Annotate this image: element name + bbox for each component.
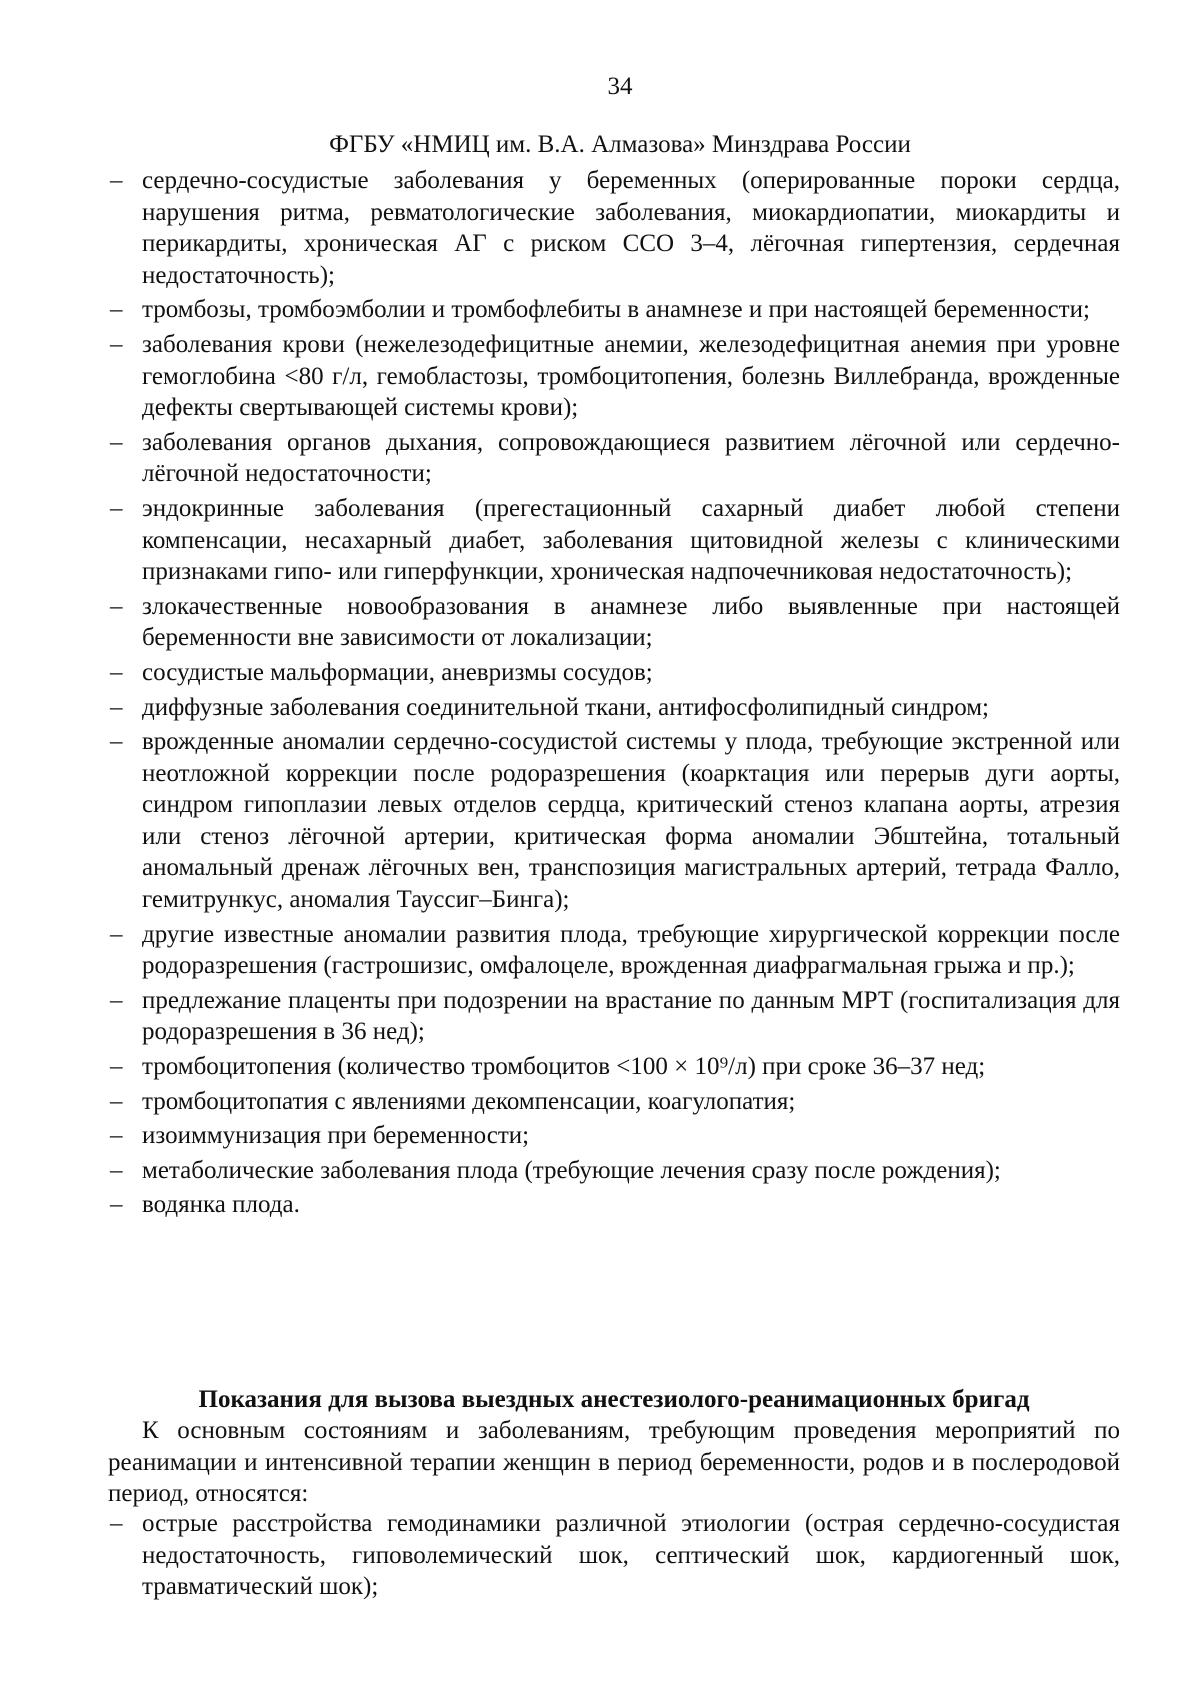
list-dash: – <box>110 920 123 948</box>
list-item <box>108 726 1120 916</box>
list-item-text: сердечно-сосудистые заболевания у беременных (оперированные пороки сердца, нарушения ритма, ревматологические заболевания, миокардиопатии, миокардиты и перикардиты, хроническая АГ с риском ССО 3–4, лёгочная гипертензия, сердечная недостаточность); <box>142 167 1120 289</box>
list-item <box>108 657 1120 689</box>
list-item <box>108 1189 1120 1221</box>
list-item <box>108 692 1120 724</box>
list-dash: – <box>110 1156 123 1184</box>
list-item-text: заболевания органов дыхания, сопровождающиеся развитием лёгочной или сердечно-лёгочной недостаточности; <box>142 428 1120 488</box>
indications-list <box>108 165 1120 1224</box>
list-item-text: заболевания крови (нежелезодефицитные анемии, железодефицитная анемия при уровне гемоглобина <80 г/л, гемобластозы, тромбоцитопения, болезнь Виллебранда, врожденные дефекты свертывающей системы крови); <box>142 330 1120 422</box>
list-item <box>108 1508 1120 1603</box>
list-dash: – <box>110 1510 123 1537</box>
list-item <box>108 1155 1120 1187</box>
list-dash: – <box>110 330 123 358</box>
list-dash: – <box>110 658 123 686</box>
list-dash: – <box>110 592 123 620</box>
list-item-text: другие известные аномалии развития плода, требующие хирургической коррекции после родоразрешения (гастрошизис, омфалоцеле, врожденная диафрагмальная грыжа и пр.); <box>142 920 1120 980</box>
list-item <box>108 329 1120 424</box>
list-dash: – <box>110 428 123 456</box>
section-intro-paragraph: К основным состояниям и заболеваниям, требующим проведения мероприятий по реанимации и интенсивной терапии женщин в период беременности, родов и в послеродовой период, относятся: <box>108 1417 1120 1508</box>
page-header: ФГБУ «НМИЦ им. В.А. Алмазова» Минздрава России <box>329 131 911 158</box>
list-item-text: тромбоцитопения (количество тромбоцитов <100 × 10⁹/л) при сроке 36–37 нед; <box>142 1053 986 1081</box>
list-item-text: метаболические заболевания плода (требующие лечения сразу после рождения); <box>142 1156 1001 1184</box>
list-dash: – <box>110 1053 123 1081</box>
list-item-text: предлежание плаценты при подозрении на врастание по данным МРТ (госпитализация для родоразрешения в 36 нед); <box>142 986 1120 1046</box>
list-item <box>108 493 1120 588</box>
list-dash: – <box>110 693 123 721</box>
list-dash: – <box>110 1122 123 1150</box>
list-item-text: злокачественные новообразования в анамнезе либо выявленные при настоящей беременности вне зависимости от локализации; <box>142 592 1120 652</box>
list-dash: – <box>110 728 123 756</box>
page-number: 34 <box>607 73 633 100</box>
list-item <box>108 591 1120 654</box>
list-item <box>108 985 1120 1048</box>
list-item <box>108 294 1120 326</box>
list-dash: – <box>110 1191 123 1219</box>
list-item <box>108 165 1120 291</box>
list-dash: – <box>110 494 123 522</box>
list-item <box>108 1051 1120 1083</box>
list-item-text: водянка плода. <box>142 1191 300 1219</box>
list-item <box>108 1086 1120 1118</box>
list-item-text: сосудистые мальформации, аневризмы сосудов; <box>142 658 653 686</box>
list-item-text: тромбозы, тромбоэмболии и тромбофлебиты в анамнезе и при настоящей беременности; <box>142 296 1090 324</box>
list-item <box>108 1120 1120 1152</box>
list-item-text: острые расстройства гемодинамики различной этиологии (острая сердечно-сосудистая недостаточность, гиповолемический шок, септический шок, кардиогенный шок, травматический шок); <box>142 1510 1120 1601</box>
list-dash: – <box>110 296 123 324</box>
list-item <box>108 427 1120 490</box>
list-item-text: эндокринные заболевания (прегестационный сахарный диабет любой степени компенсации, несахарный диабет, заболевания щитовидной железы с клиническими признаками гипо- или гиперфункции, хроническая надпочечниковая недостаточность); <box>142 494 1120 586</box>
list-item-text: врожденные аномалии сердечно-сосудистой системы у плода, требующие экстренной или неотложной коррекции после родоразрешения (коарктация или перерыв дуги аорты, синдром гипоплазии левых отделов сердца, критический стеноз клапана аорты, атрезия или стеноз лёгочной артерии, критическая форма аномалии Эбштейна, тотальный аномальный дренаж лёгочных вен, транспозиция магистральных артерий, тетрада Фалло, гемитрункус, аномалия Тауссиг–Бинга); <box>142 728 1120 914</box>
list-dash: – <box>110 167 123 194</box>
list-item-text: диффузные заболевания соединительной ткани, антифосфолипидный синдром; <box>142 693 989 721</box>
list-item-text: тромбоцитопатия с явлениями декомпенсации, коагулопатия; <box>142 1087 796 1115</box>
list-item-text: изоиммунизация при беременности; <box>142 1122 530 1150</box>
list-item <box>108 919 1120 982</box>
list-dash: – <box>110 986 123 1014</box>
section-heading: Показания для вызова выездных анестезиолого-реанимационных бригад <box>198 1386 1030 1413</box>
list-dash: – <box>110 1087 123 1115</box>
conditions-list <box>108 1508 1120 1606</box>
